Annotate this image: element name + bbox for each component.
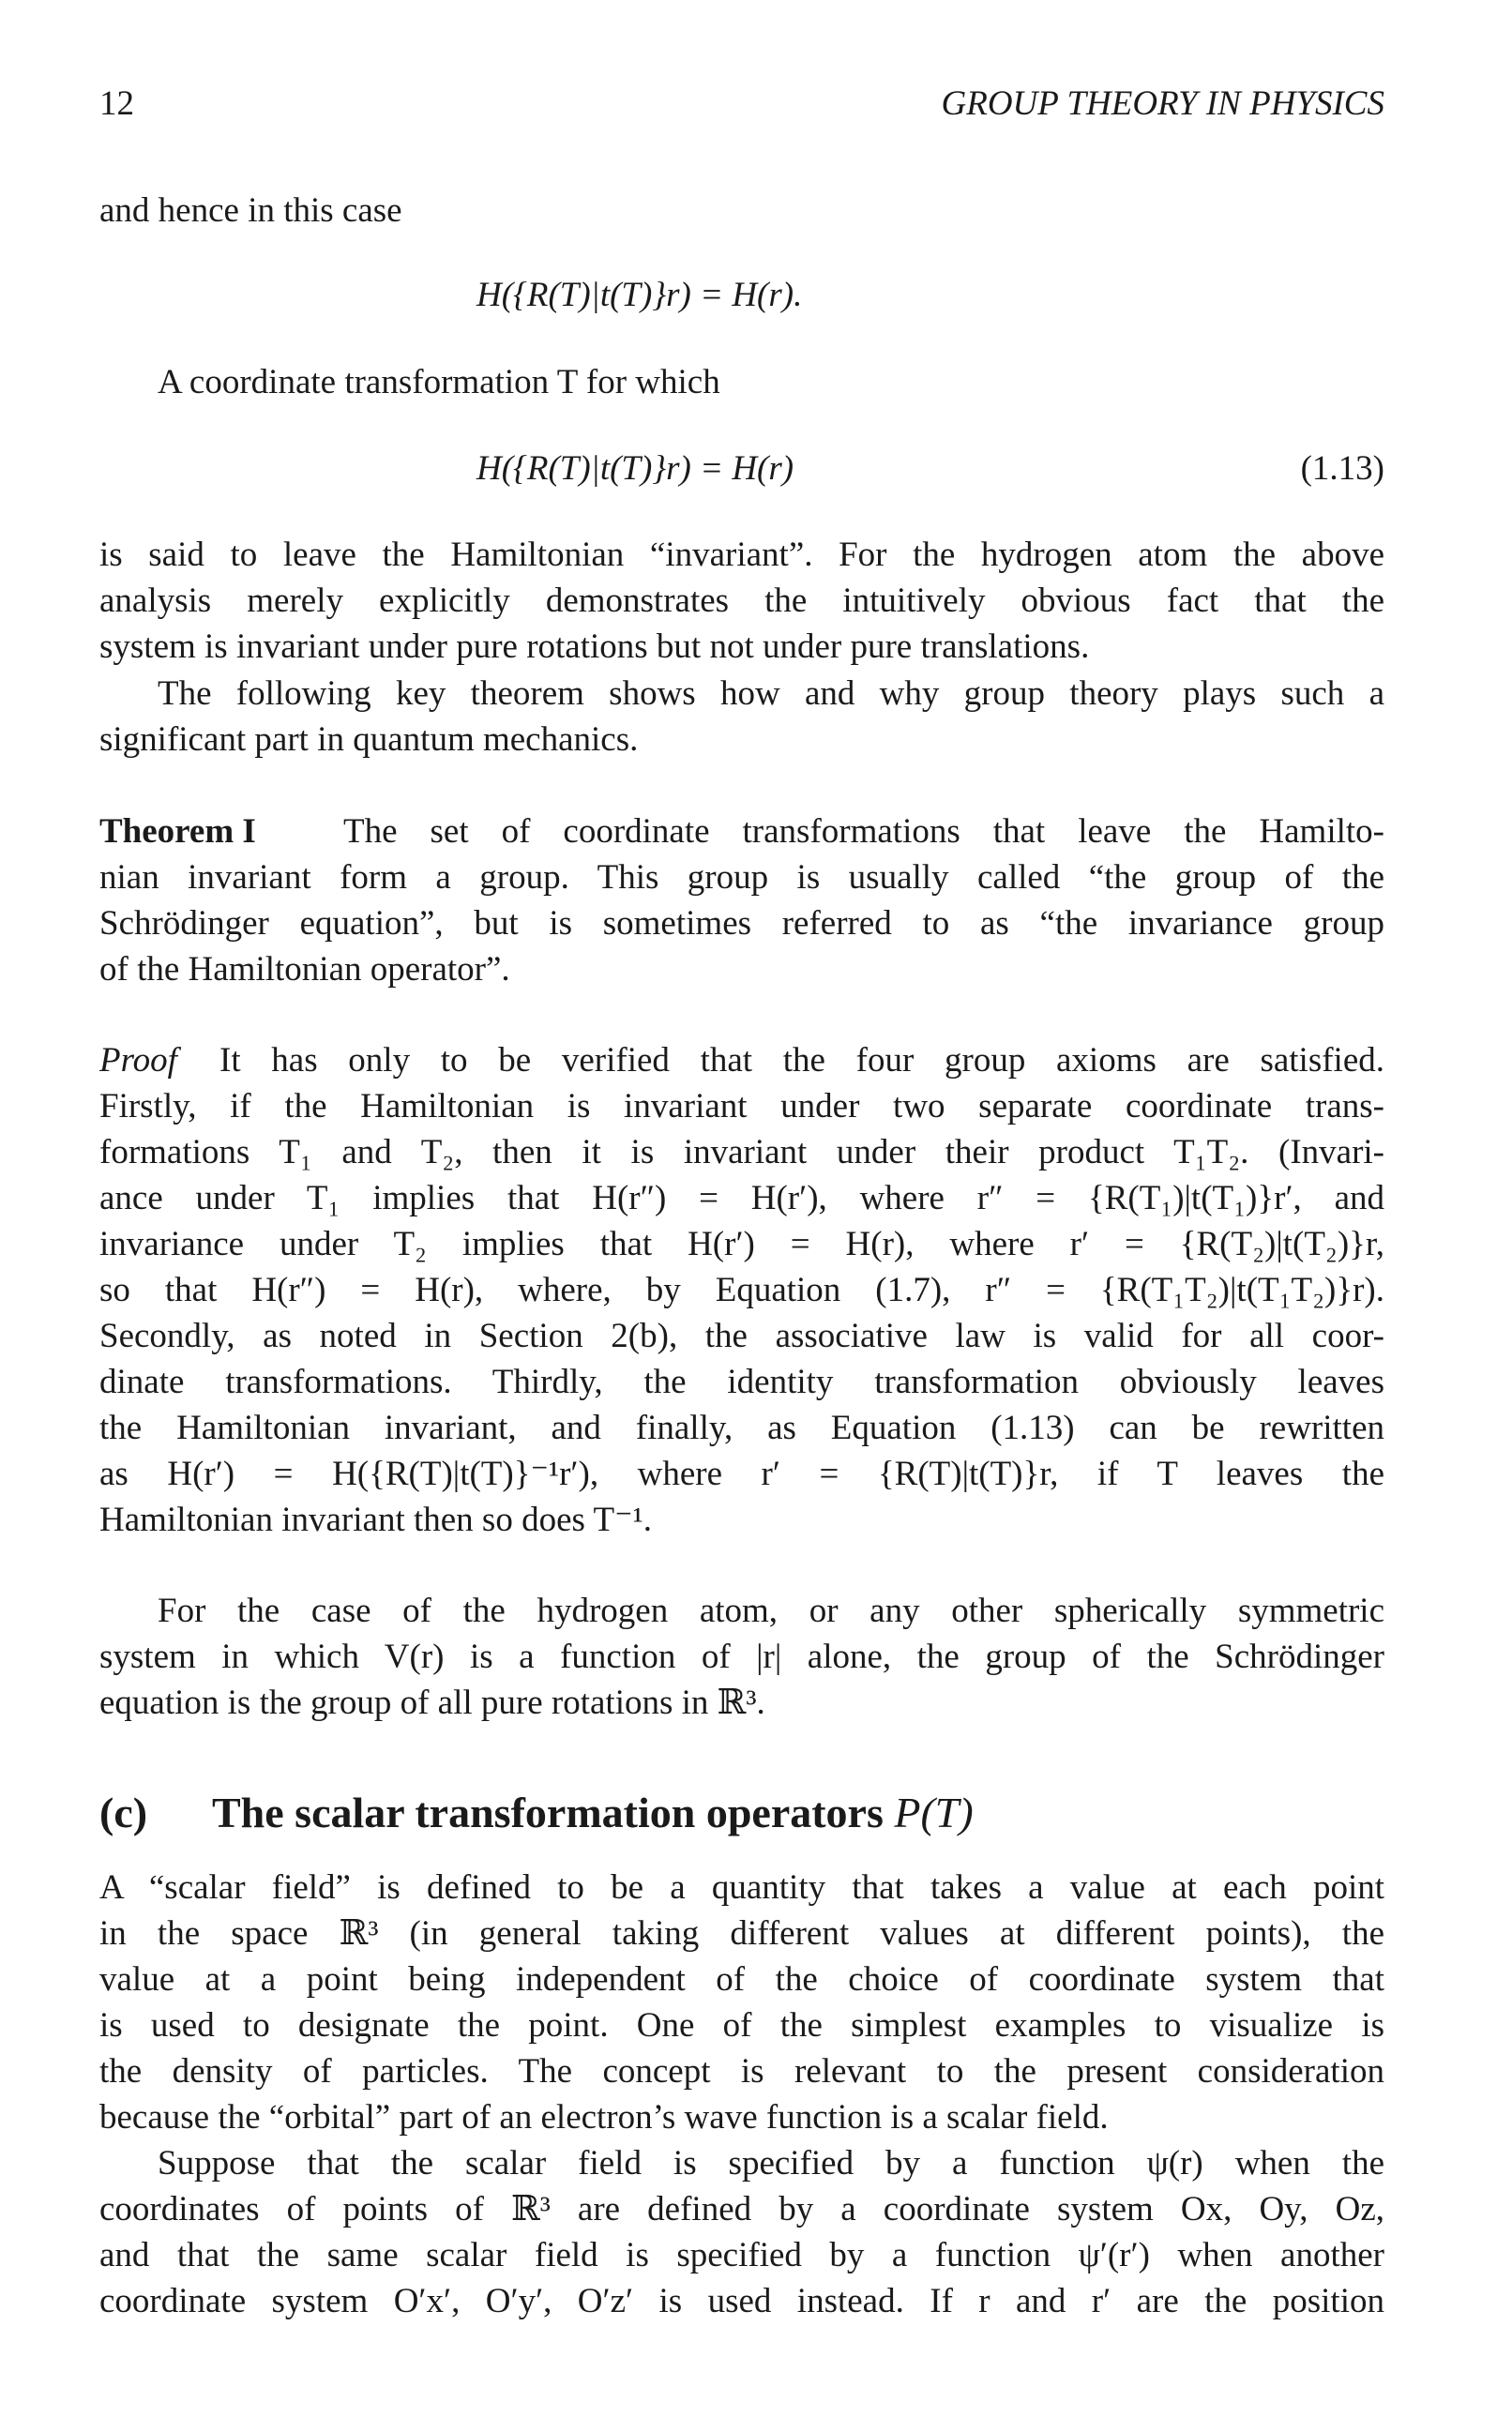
- proof-line: dinate transformations. Thirdly, the identity transformation obviously leaves: [99, 1363, 1384, 1401]
- proof-line: formations T₁ and T₂, then it is invariant under their product T₁T₂. (Invari-: [99, 1133, 1384, 1171]
- paragraph-line: coordinate system O′x′, O′y′, O′z′ is used instead. If r and r′ are the position: [99, 2282, 1384, 2320]
- theorem-line: Schrödinger equation”, but is sometimes referred to as “the invariance group: [99, 904, 1384, 943]
- theorem-line: nian invariant form a group. This group is usually called “the group of the: [99, 858, 1384, 897]
- equation-number: (1.13): [1300, 449, 1384, 488]
- paragraph-line: the density of particles. The concept is relevant to the present consideration: [99, 2052, 1384, 2091]
- proof-line: invariance under T₂ implies that H(r′) = H(r), where r′ = {R(T₂)|t(T₂)}r,: [99, 1225, 1384, 1263]
- paragraph-line: For the case of the hydrogen atom, or any other spherically symmetric: [158, 1592, 1384, 1630]
- section-label: (c): [99, 1789, 148, 1836]
- section-title: The scalar transformation operators: [212, 1789, 884, 1836]
- theorem-line: of the Hamiltonian operator”.: [99, 950, 510, 989]
- paragraph-line: coordinates of points of ℝ³ are defined by a coordinate system Ox, Oy, Oz,: [99, 2190, 1384, 2228]
- theorem-line: The set of coordinate transformations that leave the Hamilto-: [343, 812, 1384, 851]
- proof-line: Firstly, if the Hamiltonian is invariant under two separate coordinate trans-: [99, 1087, 1384, 1125]
- proof-line: so that H(r″) = H(r), where, by Equation (1.7), r″ = {R(T₁T₂)|t(T₁T₂)}r).: [99, 1271, 1384, 1309]
- paragraph-line: equation is the group of all pure rotations in ℝ³.: [99, 1684, 765, 1722]
- proof-line: It has only to be verified that the four group axioms are satisfied.: [219, 1041, 1384, 1080]
- theorem-label: Theorem I: [99, 812, 256, 851]
- proof-line: Secondly, as noted in Section 2(b), the associative law is valid for all coor-: [99, 1317, 1384, 1355]
- page-number: 12: [99, 84, 134, 123]
- paragraph-line: significant part in quantum mechanics.: [99, 720, 639, 759]
- section-title-math: P(T): [894, 1789, 974, 1836]
- paragraph-line: value at a point being independent of the choice of coordinate system that: [99, 1960, 1384, 1999]
- proof-label: Proof: [99, 1041, 177, 1080]
- proof-line: the Hamiltonian invariant, and finally, as Equation (1.13) can be rewritten: [99, 1409, 1384, 1447]
- proof-line: ance under T₁ implies that H(r″) = H(r′), where r″ = {R(T₁)|t(T₁)}r′, and: [99, 1179, 1384, 1217]
- section-heading: [99, 1787, 974, 1839]
- paragraph-line: A “scalar field” is defined to be a quantity that takes a value at each point: [99, 1868, 1384, 1907]
- proof-line: Hamiltonian invariant then so does T⁻¹.: [99, 1501, 652, 1539]
- paragraph-line: is said to leave the Hamiltonian “invariant”. For the hydrogen atom the above: [99, 536, 1384, 574]
- paragraph-line: is used to designate the point. One of the simplest examples to visualize is: [99, 2006, 1384, 2045]
- paragraph-line: system is invariant under pure rotations but not under pure translations.: [99, 627, 1090, 666]
- paragraph-line: analysis merely explicitly demonstrates the intuitively obvious fact that the: [99, 582, 1384, 620]
- intro-line: A coordinate transformation T for which: [158, 363, 720, 401]
- paragraph-line: The following key theorem shows how and why group theory plays such a: [158, 674, 1384, 713]
- equation: H({R(T)|t(T)}r) = H(r).: [476, 276, 803, 314]
- paragraph-line: Suppose that the scalar field is specified by a function ψ(r) when the: [158, 2144, 1384, 2183]
- proof-line: as H(r′) = H({R(T)|t(T)}⁻¹r′), where r′ = {R(T)|t(T)}r, if T leaves the: [99, 1455, 1384, 1493]
- paragraph-line: because the “orbital” part of an electron’s wave function is a scalar field.: [99, 2098, 1109, 2137]
- running-title: GROUP THEORY IN PHYSICS: [941, 84, 1384, 123]
- paragraph-line: system in which V(r) is a function of |r| alone, the group of the Schrödinger: [99, 1638, 1384, 1676]
- paragraph-line: and that the same scalar field is specified by a function ψ′(r′) when another: [99, 2236, 1384, 2274]
- equation-1-13: H({R(T)|t(T)}r) = H(r): [476, 449, 794, 488]
- paragraph-line: in the space ℝ³ (in general taking different values at different points), the: [99, 1914, 1384, 1953]
- intro-line: and hence in this case: [99, 191, 402, 230]
